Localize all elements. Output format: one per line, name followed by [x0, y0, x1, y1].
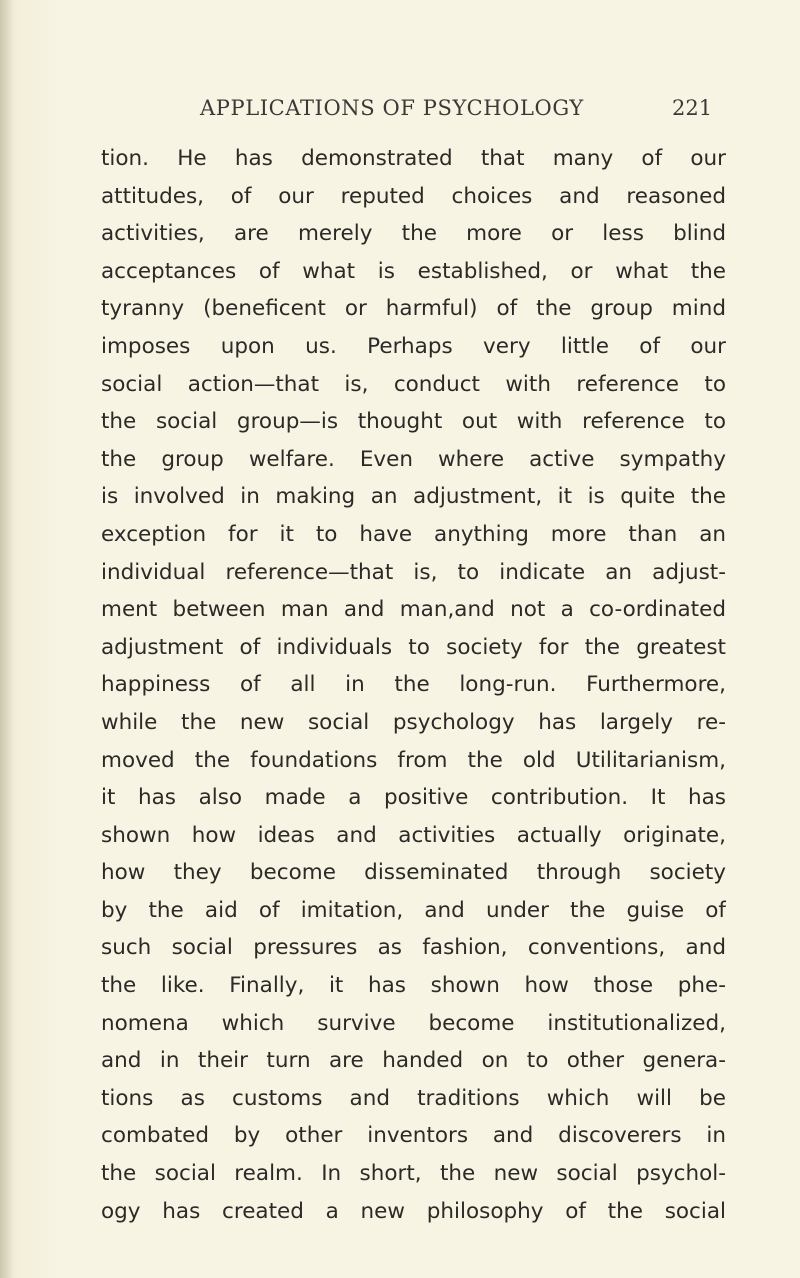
text-line: the like. Finally, it has shown how those phe-	[101, 973, 726, 999]
text-line: social action—that is, conduct with reference to	[101, 371, 726, 397]
text-line: individual reference—that is, to indicate an adjust-	[101, 559, 726, 585]
text-line: combated by other inventors and discoverers in	[101, 1123, 726, 1149]
gutter-shadow	[0, 0, 14, 1278]
text-line: is involved in making an adjustment, it is quite the	[101, 484, 726, 510]
text-line: such social pressures as fashion, conventions, and	[101, 935, 726, 961]
text-line: ment between man and man,and not a co-ordinated	[101, 597, 726, 623]
text-line: by the aid of imitation, and under the guise of	[101, 897, 726, 923]
text-line: while the new social psychology has largely re-	[101, 709, 726, 735]
text-line: adjustment of individuals to society for the greatest	[101, 634, 726, 660]
text-line: how they become disseminated through society	[101, 860, 726, 886]
text-line: ogy has created a new philosophy of the social	[101, 1198, 726, 1224]
running-head: APPLICATIONS OF PSYCHOLOGY	[200, 96, 584, 120]
body-text	[101, 140, 726, 1230]
text-line: tion. He has demonstrated that many of our	[101, 146, 726, 171]
text-line: nomena which survive become institutionalized,	[101, 1010, 726, 1036]
text-line: the social realm. In short, the new social psychol-	[101, 1161, 726, 1187]
text-line: attitudes, of our reputed choices and reasoned	[101, 183, 726, 209]
text-line: happiness of all in the long-run. Furthermore,	[101, 672, 726, 698]
text-line: moved the foundations from the old Utilitarianism,	[101, 747, 726, 773]
text-line: the group welfare. Even where active sympathy	[101, 446, 726, 472]
text-line: shown how ideas and activities actually originate,	[101, 822, 726, 848]
page-number: 221	[672, 96, 713, 120]
text-line: and in their turn are handed on to other genera-	[101, 1048, 726, 1074]
text-line: tyranny (beneficent or harmful) of the group mind	[101, 296, 726, 322]
text-line: imposes upon us. Perhaps very little of our	[101, 333, 726, 359]
text-line: the social group—is thought out with reference to	[101, 409, 726, 435]
text-line: tions as customs and traditions which will be	[101, 1085, 726, 1111]
text-line: activities, are merely the more or less blind	[101, 221, 726, 247]
text-line: exception for it to have anything more than an	[101, 521, 726, 547]
text-line: acceptances of what is established, or what the	[101, 258, 726, 284]
text-line: it has also made a positive contribution. It has	[101, 785, 726, 811]
